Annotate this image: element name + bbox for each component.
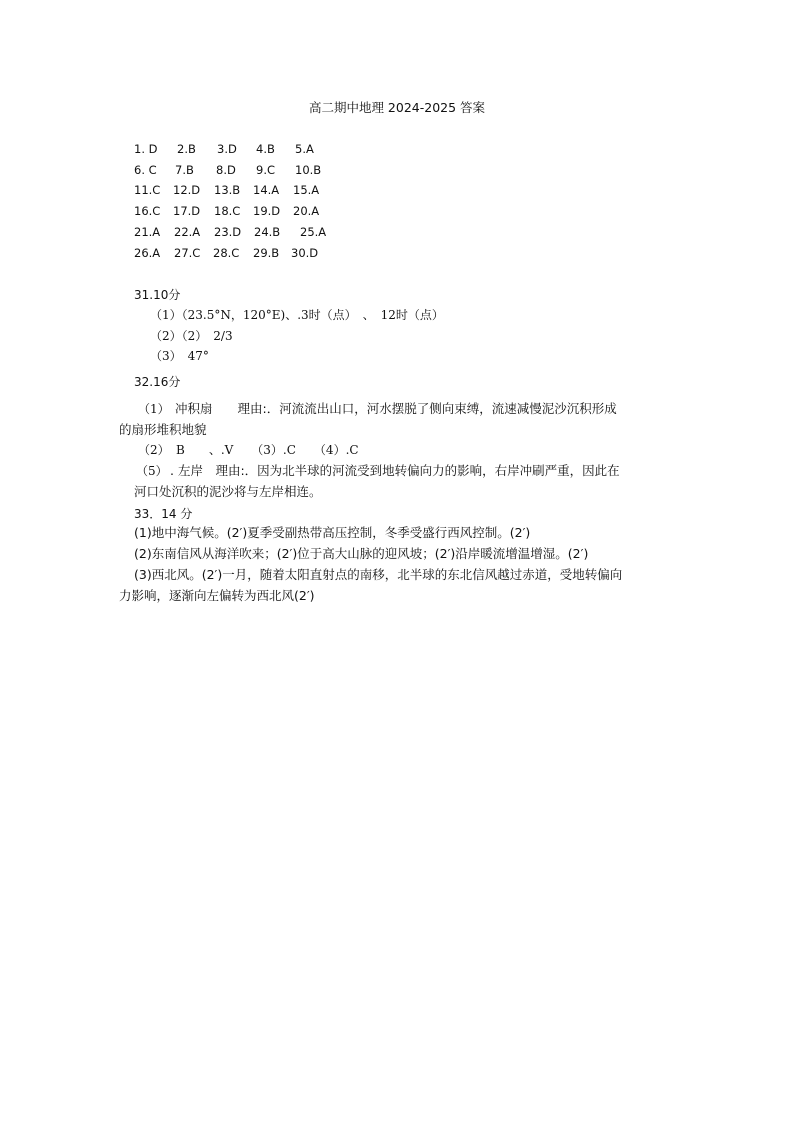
mc-answer: 9.C [256,163,276,177]
mc-answer: 8.D [216,163,236,177]
mc-answer: 28.C [213,246,240,260]
mc-answer: 6. C [134,163,157,177]
q32-answer-5-label: （5） [136,464,168,478]
q33-header: 33．14 分 [134,507,193,521]
q32-answer-1-line1: 冲积扇 理由:．河流流出山口，河水摆脱了侧向束缚，流速减慢泥沙沉积形成 [175,401,617,416]
mc-answer: 26.A [134,246,161,260]
mc-answer: 18.C [214,204,241,218]
mc-answer: 30.D [291,246,319,260]
mc-answer: 4.B [256,142,275,156]
mc-answer: 27.C [174,246,201,260]
mc-answer: 11.C [134,183,161,197]
mc-answer: 20.A [293,204,320,218]
q33-answer-3-line2: 力影响，逐渐向左偏转为西北风(2′) [119,588,315,603]
mc-answer: 1. D [134,142,158,156]
q32-header: 32.16分 [134,375,181,389]
mc-answer: 7.B [175,163,194,177]
mc-answer: 22.A [174,225,201,239]
q31-header: 31.10分 [134,288,181,302]
mc-answer: 13.B [214,183,241,197]
q33-answer-3-line1: (3)西北风。(2′)一月，随着太阳直射点的南移，北半球的东北信风越过赤道，受地转偏向 [134,567,623,582]
mc-answer: 12.D [173,183,201,197]
mc-answer: 17.D [173,204,201,218]
q33-answer-1: (1)地中海气候。(2′)夏季受副热带高压控制，冬季受盛行西风控制。(2′) [134,525,531,540]
mc-answer: 5.A [295,142,314,156]
mc-answer: 10.B [295,163,322,177]
q31-answer-3: （3） 47° [150,349,209,363]
q31-answer-2: （2）（2） 2/3 [150,329,233,343]
page-title: 高二期中地理 2024-2025 答案 [308,100,486,115]
mc-answer: 3.D [217,142,237,156]
q32-answer-2-label: （2） [138,443,170,457]
q31-answer-1: （1）（23.5°N，120°E)、.3时（点） 、 12时（点） [150,308,444,322]
mc-answer: 16.C [134,204,161,218]
q32-answer-5-line2: 河口处沉积的泥沙将与左岸相连。 [134,484,322,499]
mc-answer: 2.B [177,142,196,156]
q32-answer-1-label: （1） [138,402,170,416]
mc-answer: 29.B [253,246,280,260]
mc-answer: 21.A [134,225,161,239]
mc-answer: 14.A [253,183,280,197]
mc-answer: 25.A [300,225,327,239]
mc-answer: 23.D [214,225,242,239]
q32-answer-1-line2: 的扇形堆积地貌 [119,422,207,437]
q33-answer-2: (2)东南信风从海洋吹来；(2′)位于高大山脉的迎风坡；(2′)沿岸暖流增温增湿。(2′) [134,546,589,561]
mc-answer: 24.B [254,225,281,239]
q32-answer-2-4: B 、.V （3）.C （4）.C [176,443,359,457]
mc-answer: 15.A [293,183,320,197]
q32-answer-5-line1: . 左岸 理由:．因为北半球的河流受到地转偏向力的影响，右岸冲刷严重，因此在 [170,463,620,478]
mc-answer: 19.D [253,204,281,218]
